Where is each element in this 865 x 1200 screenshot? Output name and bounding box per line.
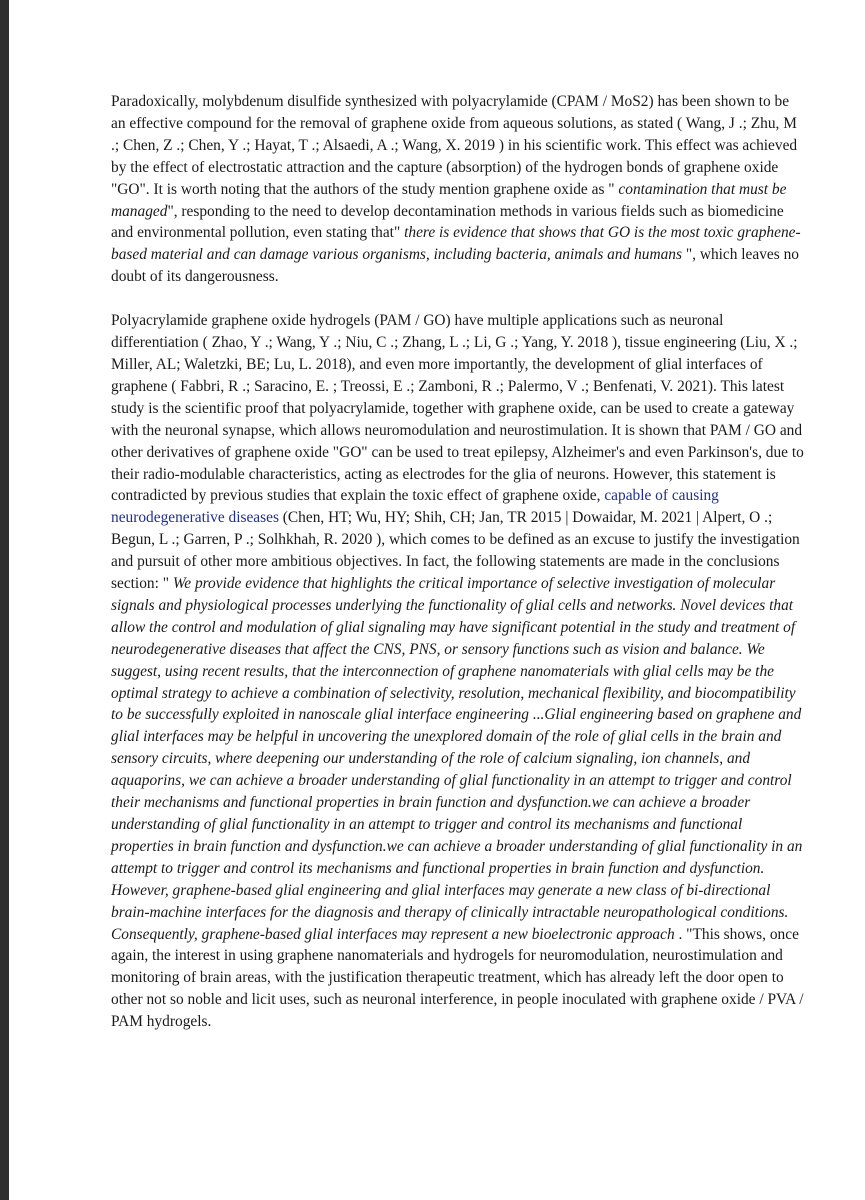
- paragraph-cpam-mos2: [111, 91, 807, 288]
- paragraph-1-text-e: ", which leaves no doubt of its dangerousness.: [111, 246, 799, 286]
- neurodegenerative-diseases-link[interactable]: capable of causing neurodegenerative diseases: [111, 487, 719, 527]
- quote-toxic-evidence: there is evidence that shows that GO is the most toxic graphene-based material and can damage various organisms, including bacteria, animals and humans: [111, 224, 801, 264]
- page-content: [111, 91, 807, 1033]
- document-page: [9, 0, 865, 1200]
- paragraph-2-text-e: . "This shows, once again, the interest in using graphene nanomaterials and hydrogels for neuromodulation, neurostimulation and monitoring of brain areas, with the justification therapeutic treatment, which has already left the door open to other not so noble and licit uses, such as neuronal interference, in people inoculated with graphene oxide / PVA / PAM hydrogels.: [111, 925, 804, 1031]
- paragraph-pam-go: [111, 310, 807, 1033]
- paragraph-1-text-a: Paradoxically, molybdenum disulfide synthesized with polyacrylamide (CPAM / MoS2) has been shown to be an effective compound for the removal of graphene oxide from aqueous solutions, as stated ( Wang, J .; Zhu, M .; Chen, Z .; Chen, Y .; Hayat, T .; Alsaedi, A .; Wang, X. 2019 ) in his scientific work. This effect was achieved by the effect of electrostatic attraction and the capture (absorption) of the hydrogen bonds of graphene oxide "GO". It is worth noting that the authors of the study mention graphene oxide as ": [111, 93, 798, 198]
- quote-contamination: contamination that must be managed: [111, 180, 787, 220]
- paragraph-2-text-c: (Chen, HT; Wu, HY; Shih, CH; Jan, TR 2015 | Dowaidar, M. 2021 | Alpert, O .; Begun, L .; Garren, P .; Solhkhah, R. 2020 ), which comes to be defined as an excuse to justify the investigation and pursuit of other more ambitious objectives. In fact, the following statements are made in the conclusions section: ": [111, 509, 800, 593]
- paragraph-2-text-a: Polyacrylamide graphene oxide hydrogels (PAM / GO) have multiple applications such as neuronal differentiation ( Zhao, Y .; Wang, Y .; Niu, C .; Zhang, L .; Li, G .; Yang, Y. 2018 ), tissue engineering (Liu, X .; Miller, AL; Waletzki, BE; Lu, L. 2018), and even more importantly, the development of glial interfaces of graphene ( Fabbri, R .; Saracino, E. ; Treossi, E .; Zamboni, R .; Palermo, V .; Benfenati, V. 2021). This latest study is the scientific proof that polyacrylamide, together with graphene oxide, can be used to create a gateway with the neuronal synapse, which allows neuromodulation and neurostimulation. It is shown that PAM / GO and other derivatives of graphene oxide "GO" can be used to treat epilepsy, Alzheimer's and even Parkinson's, due to their radio-modulable characteristics, acting as electrodes for the glia of neurons. However, this statement is contradicted by previous studies that explain the toxic effect of graphene oxide,: [111, 312, 804, 505]
- paragraph-1-text-c: ", responding to the need to develop decontamination methods in various fields such as biomedicine and environmental pollution, even stating that": [111, 202, 784, 242]
- quote-conclusions: We provide evidence that highlights the critical importance of selective investigation of molecular signals and physiological processes underlying the functionality of glial cells and networks. Novel devices that allow the control and modulation of glial signaling may have significant potential in the study and treatment of neurodegenerative diseases that affect the CNS, PNS, or sensory functions such as vision and balance. We suggest, using recent results, that the interconnection of graphene nanomaterials with glial cells may be the optimal strategy to achieve a combination of selectivity, resolution, mechanical flexibility, and biocompatibility to be successfully exploited in nanoscale glial interface engineering ...Glial engineering based on graphene and glial interfaces may be helpful in uncovering the unexplored domain of the role of glial cells in the brain and sensory circuits, where deepening our understanding of the role of calcium signaling, ion channels, and aquaporins, we can achieve a broader understanding of glial functionality in an attempt to trigger and control their mechanisms and functional properties in brain function and dysfunction.we can achieve a broader understanding of glial functionality in an attempt to trigger and control its mechanisms and functional properties in brain function and dysfunction.we can achieve a broader understanding of glial functionality in an attempt to trigger and control its mechanisms and functional properties in brain function and dysfunction. However, graphene-based glial engineering and glial interfaces may generate a new class of bi-directional brain-machine interfaces for the diagnosis and therapy of clinically intractable neuropathological conditions. Consequently, graphene-based glial interfaces may represent a new bioelectronic approach: [111, 575, 803, 943]
